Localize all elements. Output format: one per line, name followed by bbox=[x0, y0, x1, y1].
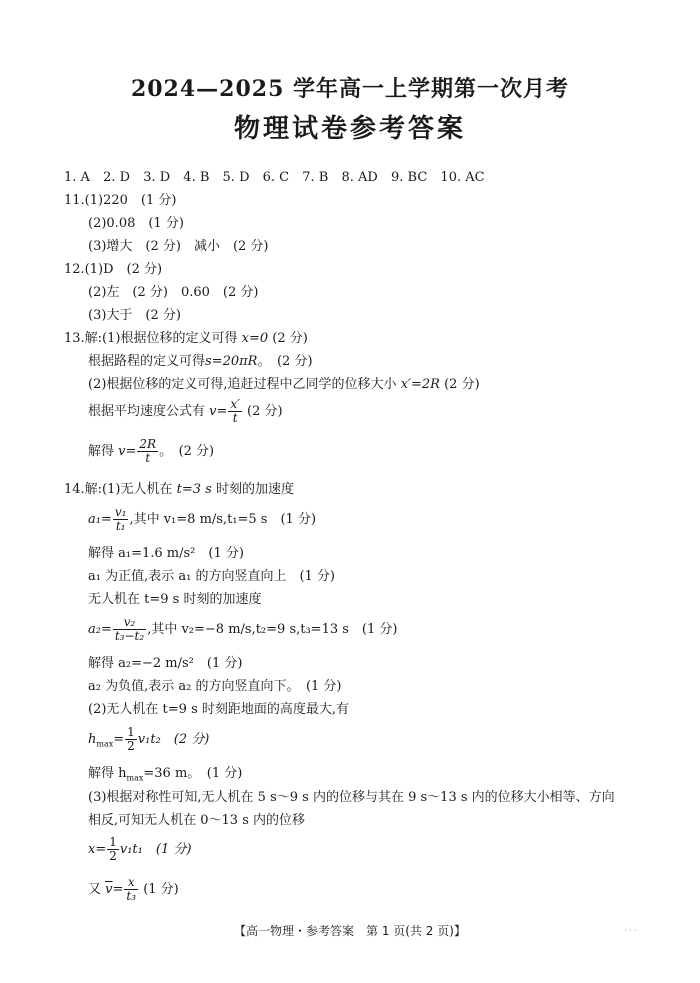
page-footer: 【高一物理・参考答案 第 1 页(共 2 页)】 bbox=[234, 924, 466, 938]
choice-1: 1. A bbox=[64, 170, 90, 185]
q13-line-c: (2)根据位移的定义可得,追赶过程中乙同学的位移大小 x′=2R (2 分) bbox=[88, 377, 480, 392]
fraction: $\frac{\text{v₁}}{\text{t₁}}$ bbox=[114, 505, 127, 533]
fraction: $\frac{1}{2}$ bbox=[127, 725, 135, 753]
q14-line-k: 解得 $h_{max}=36$ m。 (1 分) bbox=[88, 766, 243, 783]
q11-line-2: (2)0.08 (1 分) bbox=[88, 216, 184, 231]
q13-line-d: 根据平均速度公式有 v= $\frac{x'}{t}$ (2 分) bbox=[88, 397, 283, 425]
page-title: 2024—2025 学年高一上学期第一次月考 bbox=[130, 76, 570, 102]
choice-6: 6. C bbox=[262, 170, 290, 185]
q14-line-g: 解得 a₂=−2 m/s² (1 分) bbox=[88, 656, 243, 671]
choice-9: 9. BC bbox=[391, 170, 428, 185]
choice-7: 7. B bbox=[302, 170, 329, 185]
q14-line-e: 无人机在 t=9 s 时刻的加速度 bbox=[88, 592, 262, 607]
choice-answers bbox=[64, 170, 494, 186]
q14-line-h: a₂ 为负值,表示 a₂ 的方向竖直向下。 (1 分) bbox=[88, 679, 342, 694]
q11-line-1: 11.(1)220 (1 分) bbox=[64, 193, 177, 208]
equation: x=0 bbox=[241, 331, 269, 346]
q14-line-f: a₂= $\frac{\text{v₂}}{\text{t₃−t₂}}$ ,其中 v₂=−8 m/s,t₂=9 s,t₃=13 s (1 分) bbox=[88, 615, 398, 643]
q14-line-o: 又 $\overline{v}=$ $\frac{x}{\text{t₃}}$ (1 分) bbox=[88, 875, 179, 903]
choice-5: 5. D bbox=[222, 170, 250, 185]
q14-line-j: $h_{max}=$ $\frac{1}{2}$ v₁t₂ (2 分) bbox=[88, 725, 210, 753]
fraction: $\frac{2R}{t}$ bbox=[139, 437, 157, 465]
q11-line-3: (3)增大 (2 分) 减小 (2 分) bbox=[88, 239, 269, 254]
scan-mark: · · · bbox=[624, 926, 637, 935]
choice-10: 10. AC bbox=[440, 170, 485, 185]
choice-2: 2. D bbox=[103, 170, 131, 185]
q14-line-c: 解得 a₁=1.6 m/s² (1 分) bbox=[88, 546, 244, 561]
q14-line-b: a₁= $\frac{\text{v₁}}{\text{t₁}}$ ,其中 v₁=8 m/s,t₁=5 s (1 分) bbox=[88, 505, 317, 533]
q14-line-n: x= $\frac{1}{2}$ v₁t₁ (1 分) bbox=[88, 835, 192, 863]
equation: x′=2R bbox=[400, 377, 440, 392]
q14-line-l: (3)根据对称性可知,无人机在 5 s～9 s 内的位移与其在 9 s～13 s 内的位移大小相等、方向 bbox=[88, 790, 615, 805]
q13-line-a: 13.解:(1)根据位移的定义可得 x=0 (2 分) bbox=[64, 331, 308, 346]
equation: s=20πR bbox=[205, 354, 258, 369]
fraction: $\frac{x}{\text{t₃}}$ bbox=[126, 875, 137, 903]
fraction: $\frac{\text{v₂}}{\text{t₃−t₂}}$ bbox=[114, 615, 145, 643]
choice-3: 3. D bbox=[143, 170, 171, 185]
q14-line-m: 相反,可知无人机在 0～13 s 内的位移 bbox=[88, 813, 306, 828]
q14-line-d: a₁ 为正值,表示 a₁ 的方向竖直向上 (1 分) bbox=[88, 569, 336, 584]
q12-line-2: (2)左 (2 分) 0.60 (2 分) bbox=[88, 285, 259, 300]
q13-line-e: 解得 v= $\frac{2R}{t}$ 。 (2 分) bbox=[88, 437, 215, 465]
choice-8: 8. AD bbox=[341, 170, 378, 185]
page-subtitle: 物理试卷参考答案 bbox=[233, 114, 466, 144]
fraction: $\frac{x'}{t}$ bbox=[230, 397, 240, 425]
q14-line-i: (2)无人机在 t=9 s 时刻距地面的高度最大,有 bbox=[88, 702, 350, 717]
q12-line-1: 12.(1)D (2 分) bbox=[64, 262, 163, 277]
q13-line-b: 根据路程的定义可得s=20πR。 (2 分) bbox=[88, 354, 313, 369]
q12-line-3: (3)大于 (2 分) bbox=[88, 308, 181, 323]
choice-4: 4. B bbox=[183, 170, 210, 185]
fraction: $\frac{1}{2}$ bbox=[109, 835, 117, 863]
q14-line-a: 14.解:(1)无人机在 t=3 s 时刻的加速度 bbox=[64, 482, 294, 497]
